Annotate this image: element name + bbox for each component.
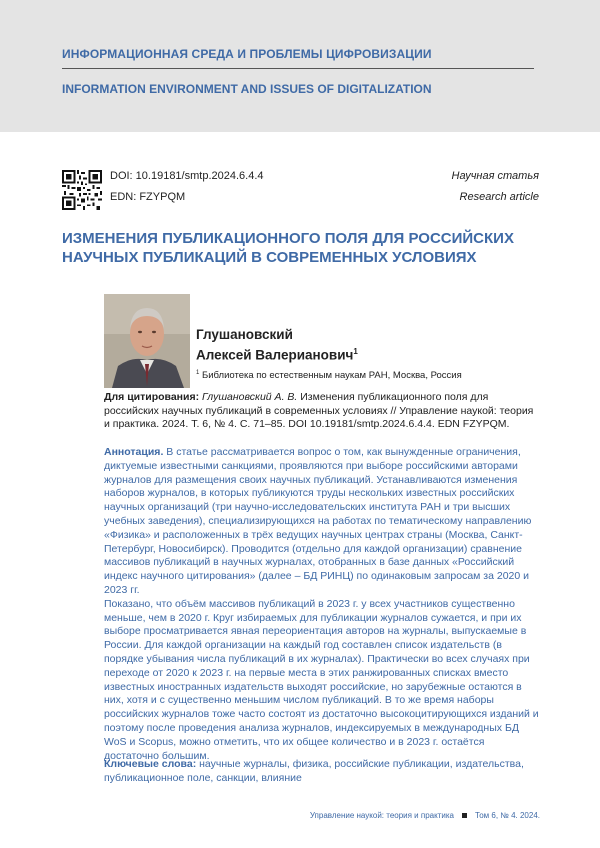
- abstract-label: Аннотация.: [104, 446, 164, 458]
- qr-code-icon: [62, 170, 102, 210]
- keywords: [104, 758, 542, 786]
- page-footer: [310, 811, 540, 820]
- header-band: [0, 0, 600, 132]
- abstract-paragraph: [104, 446, 542, 598]
- author-name: [196, 326, 358, 364]
- footer-issue: Том 6, № 4. 2024.: [474, 811, 540, 820]
- section-title-en: INFORMATION ENVIRONMENT AND ISSUES OF DIGITALIZATION: [62, 82, 432, 96]
- author-photo: [104, 294, 190, 388]
- citation-text: Изменения публикационного поля для российских научных публикаций в современных условиях // Управление наукой: теория и практика. 2024. Т. 6, № 4. С. 71–85. DOI 10.19181/smtp.2024.6.4.4. EDN FZYPQM.: [104, 391, 534, 430]
- citation-block: [104, 391, 541, 432]
- keywords-label: Ключевые слова:: [104, 758, 197, 770]
- section-title-ru: ИНФОРМАЦИОННАЯ СРЕДА И ПРОБЛЕМЫ ЦИФРОВИЗАЦИИ: [62, 47, 432, 61]
- doi[interactable]: DOI: 10.19181/smtp.2024.6.4.4: [110, 170, 264, 182]
- abstract-text-1: В статье рассматривается вопрос о том, как вынужденные ограничения, диктуемые известными санкциями, проявляются при выборе российскими авторами журналов для размещения своих научных публикаций. Устанавливаются изменения наборов журналов, в которых публикуются труды нескольких известных российских научных организаций (три научно-исследовательских института РАН и три высших учебных заведения), специализирующихся на работах по тематическому направлению «Физика» и расположенных в трёх ведущих научных центрах страны (Москва, Санкт-Петербург, Новосибирск). Проводится (отдельно для каждой организации) сравнение массивов публикаций в научных журналах, отобранных в базе данных «Российский индекс научного цитирования» (далее – БД РИНЦ) по одинаковым запросам за 2020 и 2023 гг.: [104, 446, 532, 596]
- author-surname: Глушановский: [196, 327, 293, 342]
- abstract-text-2: Показано, что объём массивов публикаций в 2023 г. у всех участников существенно меньше, чем в 2020 г. Круг избираемых для публикации журналов сужается, и при их выборе просматривается явная переориентация авторов на журналы, выпускаемые в России. Для каждой организации на каждый год составлен список издательств (в порядке убывания числа публикаций в их журналах). Практически во всех случаях при переходе от 2020 к 2023 г. на первые места в этих ранжированных списках вместо известных иностранных издательств выходят российские, но зарубежные остаются в них, хотя и с существенно меньшим числом публикаций. В то же время наборы российских журналов тоже часто состоят из достаточно высокоцитирующихся изданий и поэтому после проведения анализа журналов, индексируемых в международных БД WoS и Scopus, можно отметить, что их общее количество и в 2023 г. остаётся достаточно большим.: [104, 597, 539, 762]
- author-affiliation: $^1$ Библиотека по естественным наукам РАН, Москва, Россия: [196, 370, 462, 382]
- footer-separator-icon: [462, 813, 467, 818]
- abstract: [104, 446, 542, 763]
- keywords-text: научные журналы, физика, российские публикации, издательства, публикационное поле, санкции, влияние: [104, 758, 524, 784]
- affiliation-mark: 1: [353, 347, 358, 356]
- article-type-en: Research article: [459, 191, 539, 203]
- footer-journal: Управление наукой: теория и практика: [309, 811, 454, 820]
- citation-authors: Глушановский А. В.: [202, 391, 298, 403]
- article-title: ИЗМЕНЕНИЯ ПУБЛИКАЦИОННОГО ПОЛЯ ДЛЯ РОССИЙСКИХ НАУЧНЫХ ПУБЛИКАЦИЙ В СОВРЕМЕННЫХ УСЛОВИЯХ: [62, 230, 514, 266]
- edn: EDN: FZYPQM: [110, 191, 186, 203]
- header-divider: [62, 68, 534, 69]
- article-type-ru: Научная статья: [451, 170, 539, 182]
- author-given-names: Алексей Валерианович$^1$: [196, 347, 358, 363]
- citation-label: Для цитирования:: [104, 391, 200, 403]
